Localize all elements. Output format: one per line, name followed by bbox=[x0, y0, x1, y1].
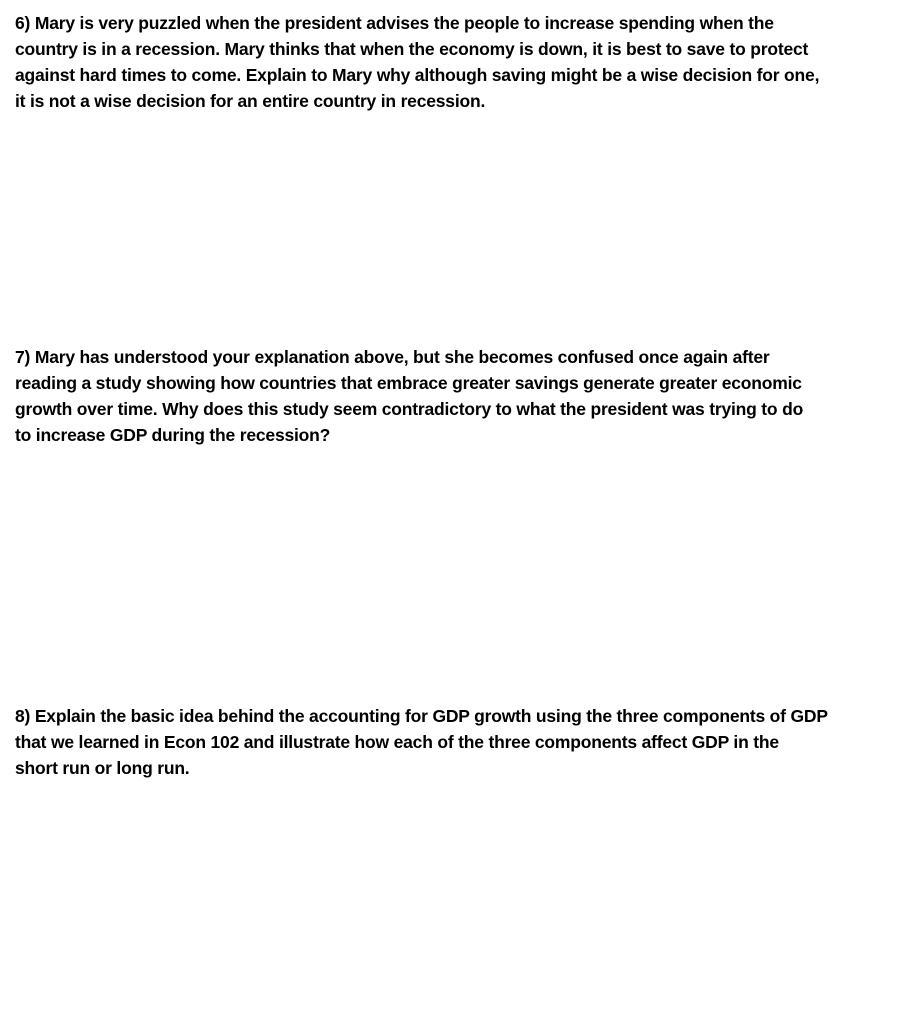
question-8 bbox=[15, 703, 895, 781]
question-text-line: that we learned in Econ 102 and illustrate how each of the three components affect GDP in the bbox=[15, 732, 779, 752]
question-text-line: 8) Explain the basic idea behind the accounting for GDP growth using the three components of GDP bbox=[15, 706, 828, 726]
question-text-line: against hard times to come. Explain to Mary why although saving might be a wise decision for one, bbox=[15, 65, 820, 85]
question-text-line: to increase GDP during the recession? bbox=[15, 425, 331, 445]
question-7 bbox=[15, 344, 895, 448]
question-text-line: country is in a recession. Mary thinks that when the economy is down, it is best to save to protect bbox=[15, 39, 809, 59]
question-text-line: reading a study showing how countries that embrace greater savings generate greater economic bbox=[15, 373, 802, 393]
question-text-line: it is not a wise decision for an entire country in recession. bbox=[15, 91, 486, 111]
question-text-line: 7) Mary has understood your explanation above, but she becomes confused once again after bbox=[15, 347, 770, 367]
question-text-line: growth over time. Why does this study seem contradictory to what the president was trying to do bbox=[15, 399, 804, 419]
question-text-line: short run or long run. bbox=[15, 758, 190, 778]
question-text-line: 6) Mary is very puzzled when the president advises the people to increase spending when the bbox=[15, 13, 774, 33]
question-6 bbox=[15, 10, 895, 114]
